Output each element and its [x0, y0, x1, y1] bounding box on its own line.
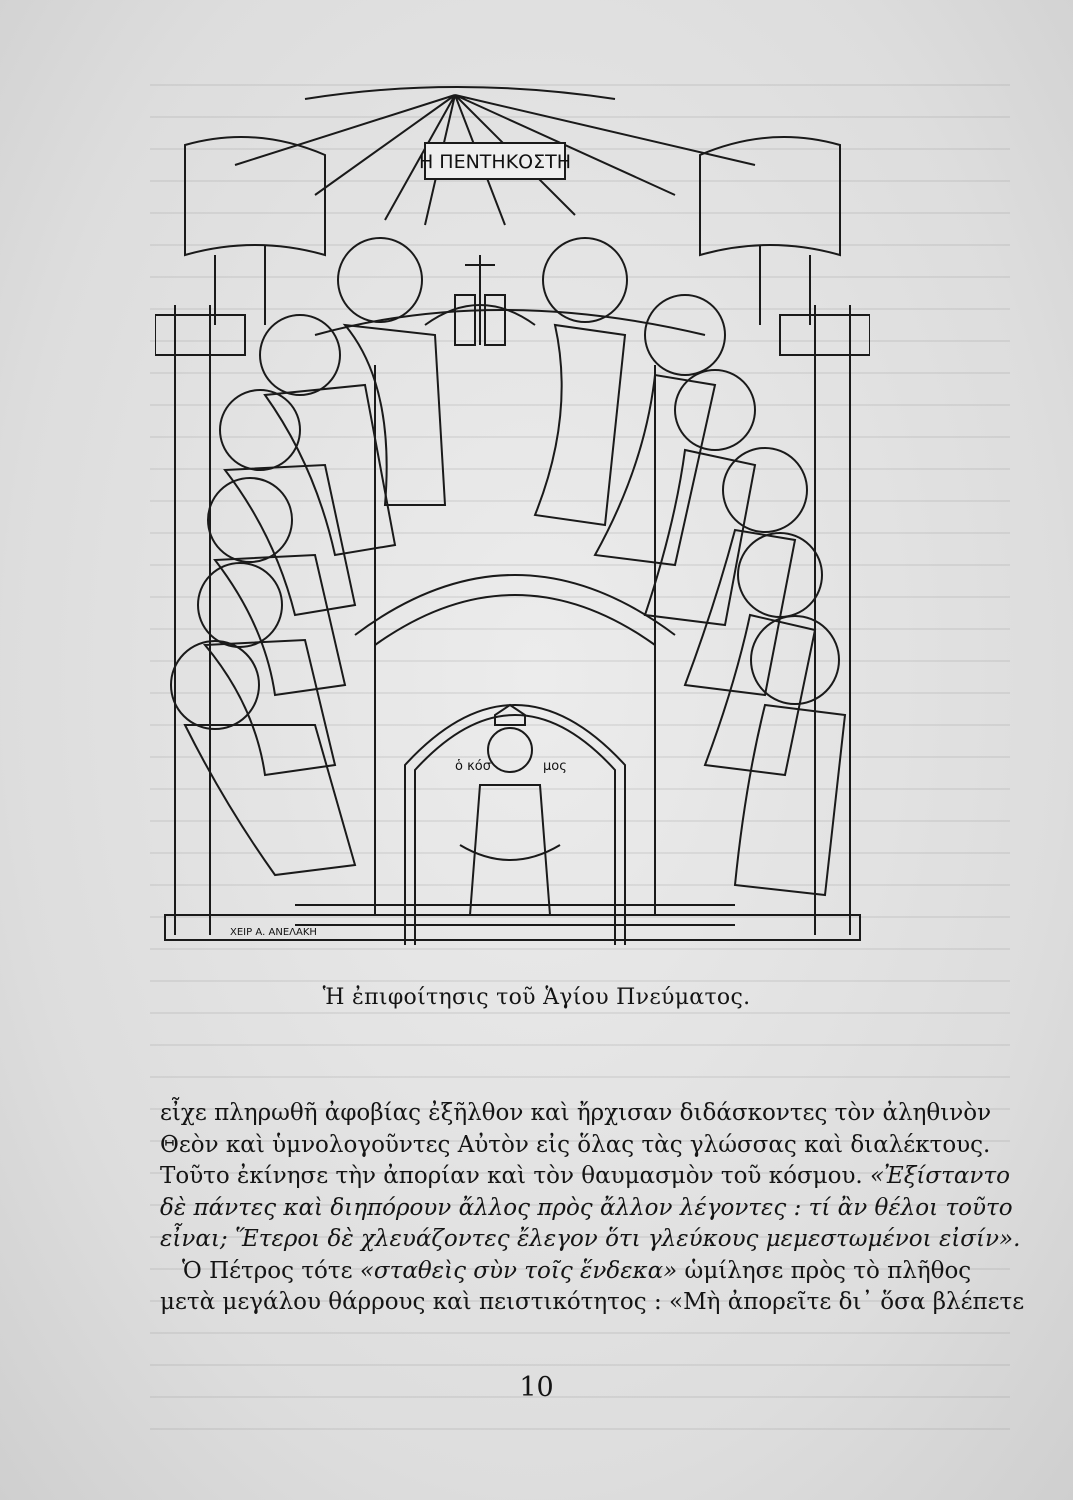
text-line	[160, 1130, 991, 1162]
cosmos-niche	[355, 575, 675, 945]
text-line	[160, 1098, 992, 1130]
italic-quote-segment: εἶναι; Ἕτεροι δὲ χλευάζοντες ἔλεγον ὅτι γλεύκους μεμεστωμένοι εἰσίν».	[160, 1226, 1021, 1252]
text-line	[160, 1224, 1021, 1256]
text-segment: Θεὸν καὶ ὑμνολογοῦντες Αὐτὸν εἰς ὅλας τὰς γλώσσας καὶ διαλέκτους.	[160, 1131, 991, 1158]
page-number: 10	[519, 1372, 554, 1403]
text-line	[160, 1287, 1025, 1319]
central-throne	[425, 255, 535, 345]
text-segment: Τοῦτο ἐκίνησε τὴν ἀπορίαν καὶ τὸν θαυμασμὸν τοῦ κόσμου.	[160, 1163, 871, 1189]
cosmos-inscription-left: ὁ κόσ	[455, 759, 491, 774]
body-paragraph	[160, 1098, 1025, 1319]
artist-signature: ΧΕΙΡ Α. ΑΝΕΛΑΚΗ	[230, 927, 317, 938]
text-segment: εἶχε πληρωθῆ ἀφοβίας ἐξῆλθον καὶ ἤρχισαν διδάσκοντες τὸν ἀληθινὸν	[160, 1100, 992, 1126]
title-inscription: Η ΠΕΝΤΗΚΟΣΤΗ	[418, 151, 572, 173]
pentecost-illustration	[155, 85, 870, 955]
text-line	[160, 1193, 1013, 1225]
text-segment: Ὁ Πέτρος τότε	[182, 1257, 360, 1284]
text-line	[160, 1161, 1010, 1193]
apostles-right	[535, 238, 845, 895]
cosmos-inscription-right: μος	[543, 759, 567, 774]
italic-quote-segment: δὲ πάντες καὶ διηπόρουν ἄλλος πρὸς ἄλλον λέγοντες : τί ἂν θέλοι τοῦτο	[160, 1194, 1013, 1221]
text-segment: ὡμίλησε πρὸς τὸ πλῆθος	[677, 1257, 972, 1284]
text-line	[160, 1256, 972, 1288]
text-segment: μετὰ μεγάλου θάρρους καὶ πειστικότητος : «Μὴ ἀπορεῖτε δι᾿ ὅσα βλέπετε	[160, 1289, 1025, 1315]
architecture	[155, 137, 870, 940]
italic-quote-segment: «σταθεὶς σὺν τοῖς ἕνδεκα»	[359, 1257, 678, 1284]
apostles-left	[171, 238, 445, 875]
figure-caption: Ἡ ἐπιφοίτησις τοῦ Ἁγίου Πνεύματος.	[322, 985, 751, 1010]
italic-quote-segment: «Ἐξίσταντο	[870, 1163, 1010, 1189]
